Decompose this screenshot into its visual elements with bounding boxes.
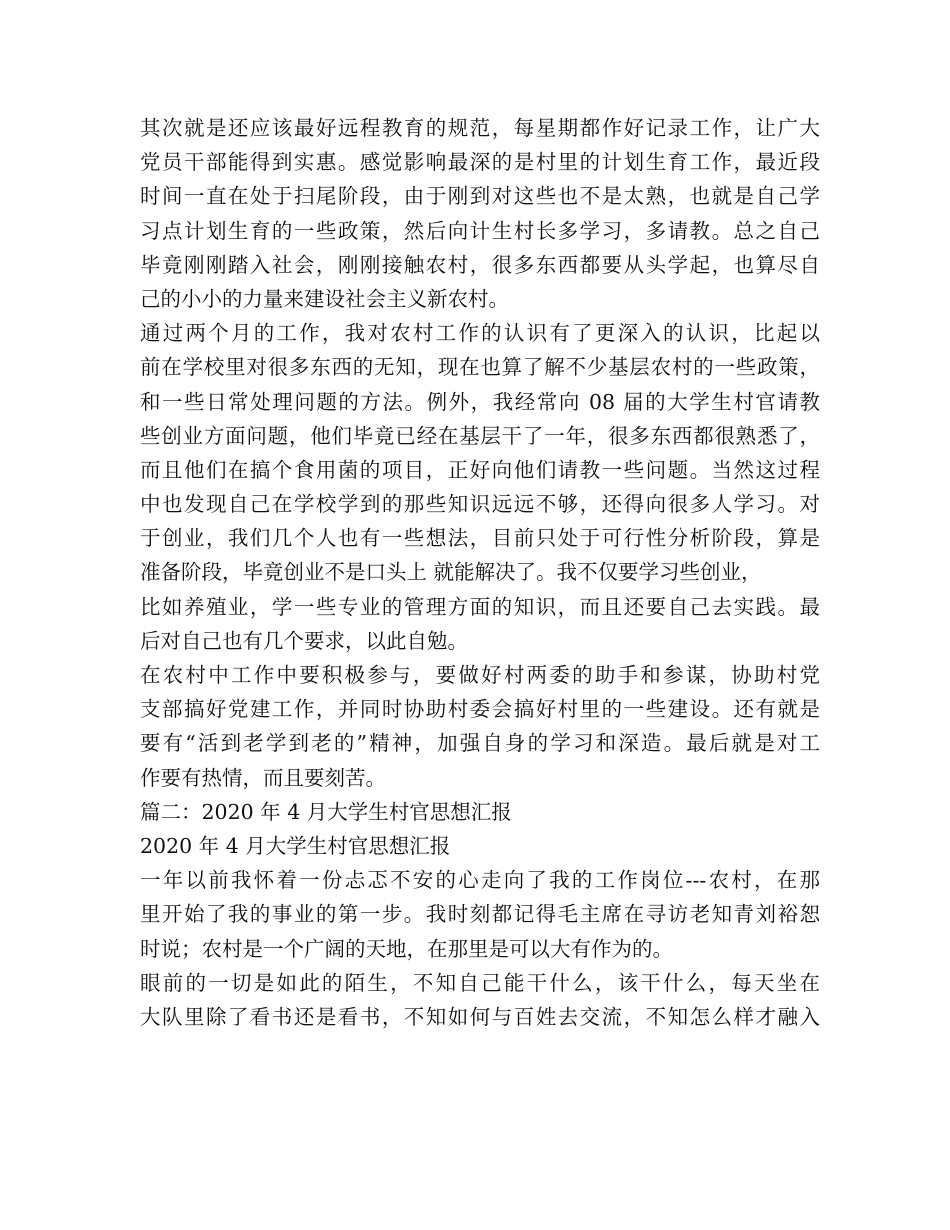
text-line-18: 支部搞好党建工作，并同时协助村委会搞好村里的一些建设。还有就是 — [140, 697, 820, 722]
text-line-13: 于创业，我们几个人也有一些想法，目前只处于可行性分析阶段，算是 — [140, 526, 820, 551]
text-line-12: 中也发现自己在学校学到的那些知识远远不够，还得向很多人学习。对 — [140, 492, 820, 517]
text-line-19: 要有“活到老学到老的”精神，加强自身的学习和深造。最后就是对工 — [140, 731, 820, 756]
text-line-9: 和一些日常处理问题的方法。例外，我经常向 08 届的大学生村官请教 — [140, 389, 820, 414]
text-line-5: 毕竟刚刚踏入社会，刚刚接触农村，很多东西都要从头学起，也算尽自 — [140, 252, 820, 277]
text-line-24: 里开始了我的事业的第一步。我时刻都记得毛主席在寻访老知青刘裕恕 — [140, 902, 820, 927]
document-body — [140, 111, 820, 1034]
text-line-10: 些创业方面问题，他们毕竟已经在基层干了一年，很多东西都很熟悉了， — [140, 423, 820, 448]
text-line-23: 一年以前我怀着一份忐忑不安的心走向了我的工作岗位---农村，在那 — [140, 868, 820, 893]
section-heading: 篇二：2020 年 4 月大学生村官思想汇报 — [140, 799, 512, 824]
section-subtitle: 2020 年 4 月大学生村官思想汇报 — [140, 833, 451, 858]
text-line-17: 在农村中工作中要积极参与，要做好村两委的助手和参谋，协助村党 — [140, 663, 820, 687]
text-line-20: 作要有热情，而且要刻苦。 — [140, 765, 386, 790]
text-line-2: 党员干部能得到实惠。感觉影响最深的是村里的计划生育工作，最近段 — [140, 150, 820, 175]
text-line-4: 习点计划生育的一些政策，然后向计生村长多学习，多请教。总之自己 — [140, 218, 820, 243]
text-line-3: 时间一直在处于扫尾阶段，由于刚到对这些也不是太熟，也就是自己学 — [140, 184, 820, 209]
text-line-26: 眼前的一切是如此的陌生，不知自己能干什么，该干什么，每天坐在 — [140, 970, 820, 995]
text-line-1: 其次就是还应该最好远程教育的规范，每星期都作好记录工作，让广大 — [140, 116, 820, 140]
text-line-7: 通过两个月的工作，我对农村工作的认识有了更深入的认识，比起以 — [140, 321, 820, 346]
text-line-11: 而且他们在搞个食用菌的项目，正好向他们请教一些问题。当然这过程 — [140, 457, 820, 482]
text-line-14: 准备阶段，毕竟创业不是口头上 就能解决了。我不仅要学习些创业， — [140, 560, 762, 585]
text-line-27: 大队里除了看书还是看书，不知如何与百姓去交流，不知怎么样才融入 — [140, 1004, 820, 1029]
text-line-15: 比如养殖业，学一些专业的管理方面的知识，而且还要自己去实践。最 — [140, 594, 820, 619]
text-line-16: 后对自己也有几个要求，以此自勉。 — [140, 628, 468, 653]
text-line-25: 时说；农村是一个广阔的天地，在那里是可以大有作为的。 — [140, 936, 673, 961]
text-line-6: 己的小小的力量来建设社会主义新农村。 — [140, 286, 509, 311]
text-line-8: 前在学校里对很多东西的无知，现在也算了解不少基层农村的一些政策， — [140, 355, 820, 380]
